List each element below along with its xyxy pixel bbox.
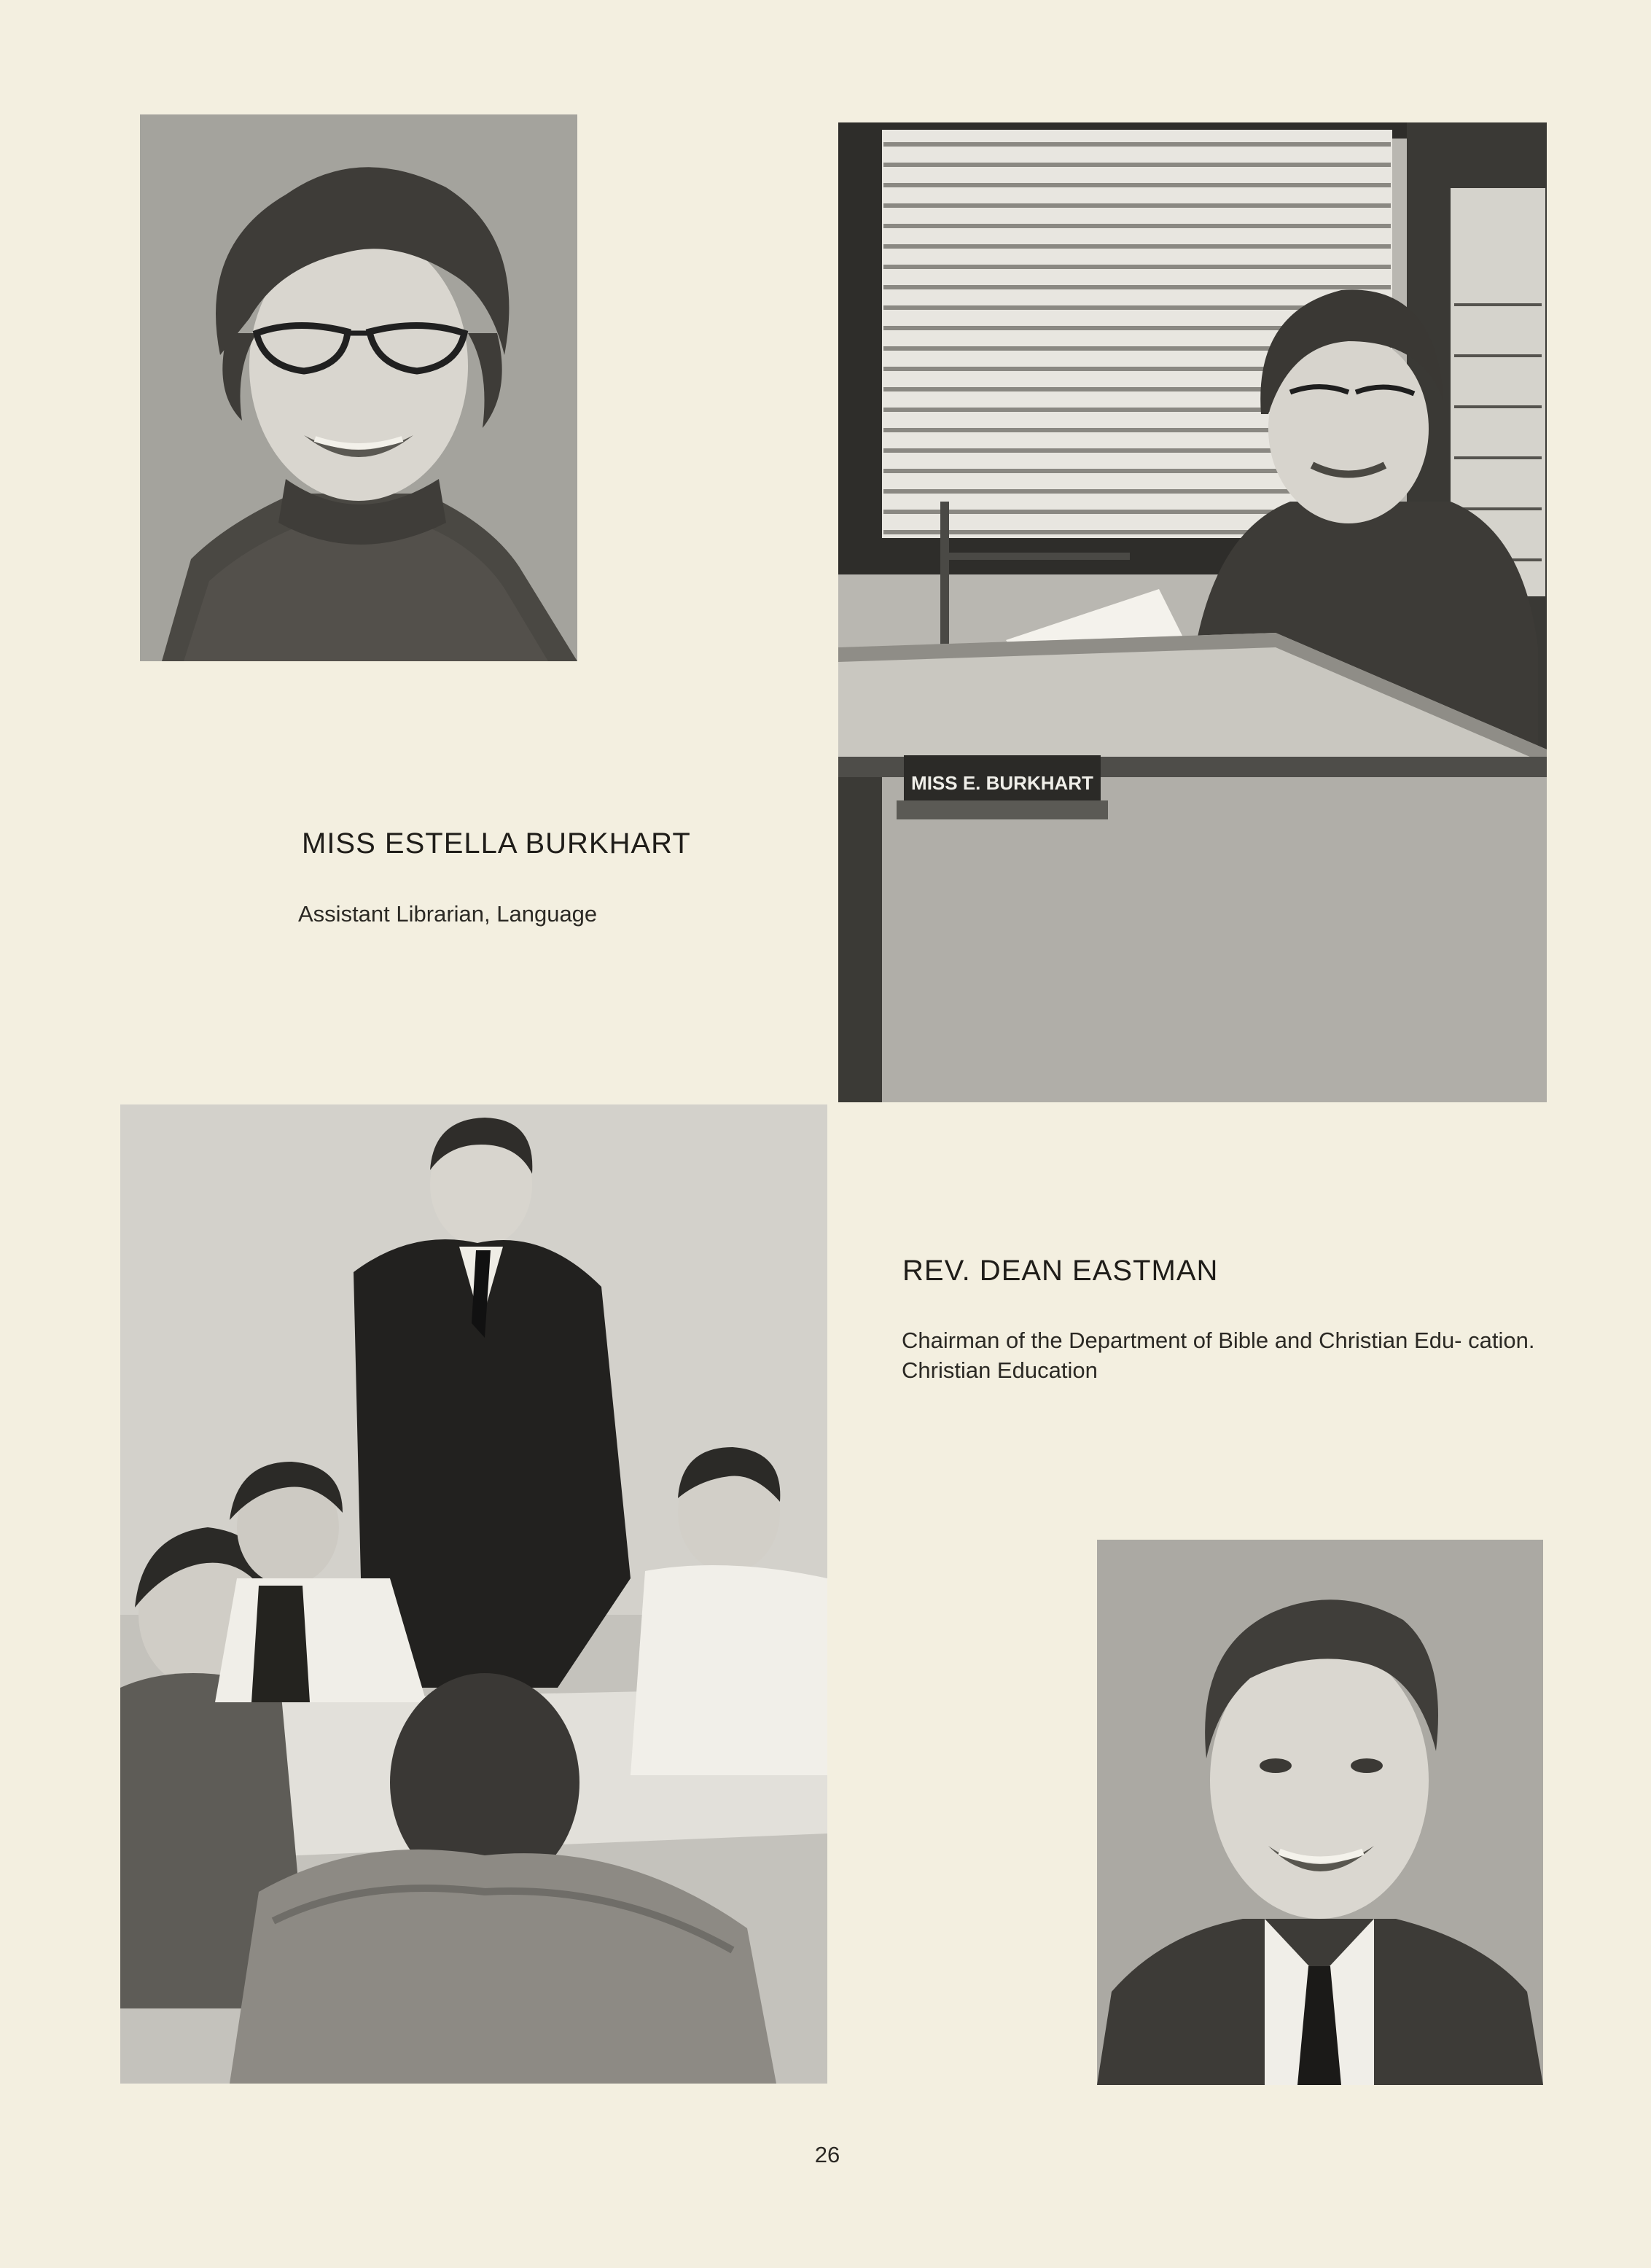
eastman-role: Chairman of the Department of Bible and Christian Edu- cation. Christian Education [902,1328,1535,1383]
burkhart-name: MISS ESTELLA BURKHART [302,827,691,860]
desk-nameplate-text: MISS E. BURKHART [911,772,1093,794]
eastman-classroom-photo [120,1104,827,2084]
burkhart-desk-photo [838,122,1547,1102]
page-number: 26 [814,2142,840,2167]
eastman-portrait-photo [1097,1540,1543,2085]
eastman-name: REV. DEAN EASTMAN [902,1255,1219,1287]
burkhart-role: Assistant Librarian, Language [298,901,598,927]
burkhart-portrait-photo [140,114,577,661]
